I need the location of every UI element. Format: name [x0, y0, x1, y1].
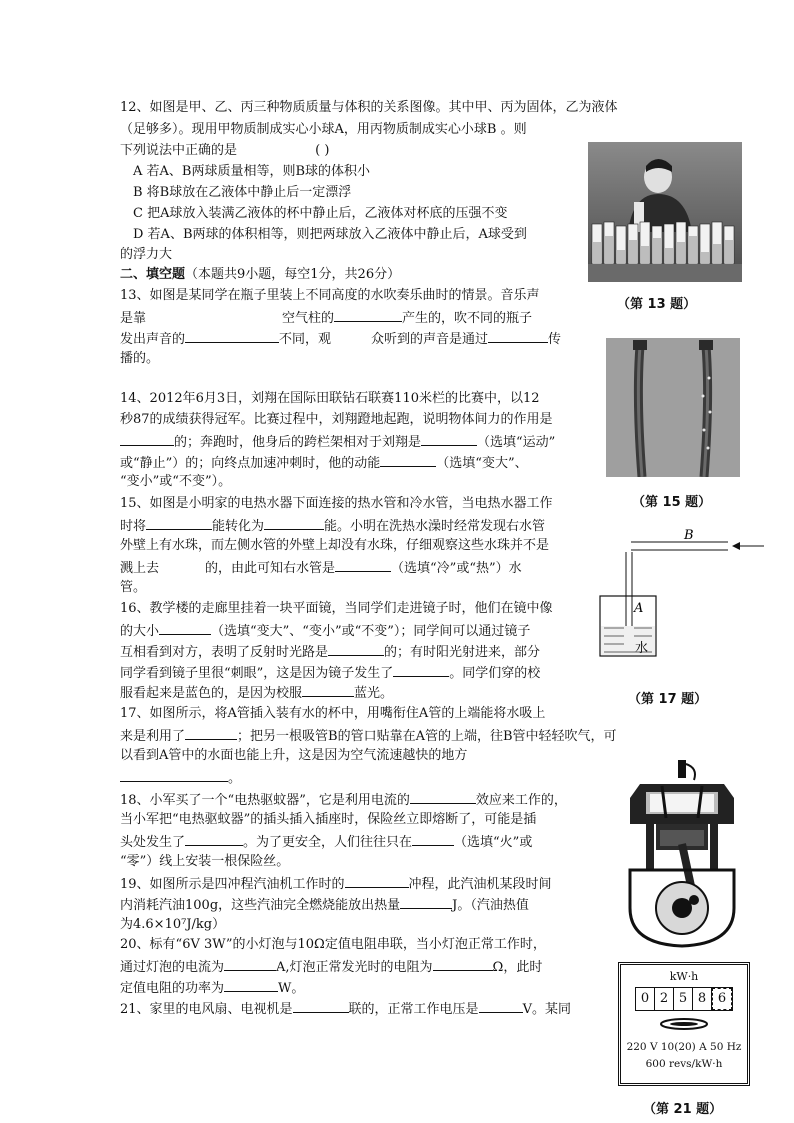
q16-blank-4[interactable]: [302, 683, 354, 697]
q12-line2: （足够多）。现用甲物质制成实心小球A，用丙物质制成实心小球B 。则: [120, 122, 527, 137]
q21-text-c: V。某同: [522, 1002, 571, 1017]
q20-line3: [120, 978, 304, 998]
q19-text-c: 内消耗汽油100g，这些汽油完全燃烧能放出热量: [120, 898, 401, 913]
q16-blank-3[interactable]: [393, 663, 449, 677]
q14-blank-1[interactable]: [120, 432, 174, 446]
q16-line1: 16、教学楼的走廊里挂着一块平面镜，当同学们走进镜子时，他们在镜中像: [120, 601, 553, 616]
q18-line3: [120, 832, 532, 852]
q12-answer-paren: ( ): [315, 143, 330, 158]
meter-digit: 8: [693, 988, 712, 1010]
q19-line1: [120, 874, 552, 894]
q14-line4: [120, 453, 528, 473]
q19-text-a: 19、如图所示是四冲程汽油机工作时的: [120, 877, 345, 892]
q15-line4: [120, 558, 522, 578]
q18-blank-3[interactable]: [412, 832, 454, 846]
q12-option-d: D 若A、B两球的体积相等，则把两球放入乙液体中静止后，A球受到: [133, 227, 527, 242]
q12-stem: 下列说法中正确的是: [120, 143, 238, 158]
q15-text-d: 溅上去: [120, 561, 160, 576]
q18-blank-1[interactable]: [410, 790, 476, 804]
meter-revs: 600 revs/kW·h: [645, 1058, 723, 1070]
fig15-caption: （第 15 题）: [632, 495, 712, 510]
q14-blank-3[interactable]: [380, 453, 436, 467]
q15-blank-3[interactable]: [335, 558, 391, 572]
q19-text-b: 冲程，此汽油机某段时间: [408, 877, 552, 892]
q18-text-e: （选填“火”或: [454, 835, 533, 850]
q13-text-g: 传: [548, 332, 562, 347]
q15-line1: 15、如图是小明家的电热水器下面连接的热水管和冷水管，当电热水器工作: [120, 496, 553, 511]
q20-text-a: 通过灯泡的电流为: [120, 960, 225, 975]
q17-blank-1[interactable]: [185, 726, 237, 740]
q14-blank-2[interactable]: [421, 432, 477, 446]
meter-digit: 5: [674, 988, 693, 1010]
q17-line4: [120, 768, 241, 788]
q15-line3: 外壁上有水珠，而左侧水管的外壁上却没有水珠，仔细观察这些水珠并不是: [120, 538, 550, 553]
q18-text-b: 效应来工作的，: [475, 793, 567, 808]
q14-text-c: 或“静止”）的；向终点加速冲刺时，他的动能: [120, 456, 381, 471]
q14-line2: 秒87的成绩获得冠军。比赛过程中，刘翔蹬地起跑，说明物体间力的作用是: [120, 412, 553, 427]
q13-blank-1[interactable]: [334, 308, 402, 322]
q17-line1: 17、如图所示，将A管插入装有水的杯中，用嘴衔住A管的上端能将水吸上: [120, 706, 546, 721]
q13-text-f: 众听到的声音是通过: [371, 332, 489, 347]
q18-line4: “零”）线上安装一根保险丝。: [120, 854, 290, 869]
q17-text-b: ；把另一根吸管B的管口贴靠在A管的上端，往B管中轻轻吹气，可: [237, 729, 617, 744]
q19-line2: [120, 895, 529, 915]
fig17-label-water: 水: [635, 641, 649, 656]
q13-blank-3[interactable]: [488, 329, 548, 343]
q20-blank-3[interactable]: [224, 978, 278, 992]
meter-digit: 0: [636, 988, 655, 1010]
q15-line5: 管。: [120, 580, 147, 595]
q15-text-c: 能。小明在洗热水澡时经常发现右水管: [324, 519, 546, 534]
q12-line1: 12、如图是甲、乙、丙三种物质质量与体积的关系图像。其中甲、丙为固体，乙为液体: [120, 100, 618, 115]
q14-line5: “变小”或“不变”）。: [120, 474, 232, 489]
q16-blank-1[interactable]: [159, 621, 211, 635]
q19-blank-1[interactable]: [345, 874, 409, 888]
q16-text-f: 。同学们穿的校: [449, 666, 541, 681]
meter-disc-icon: [659, 1017, 709, 1031]
section-header: [120, 266, 400, 284]
q18-line2: 当小军把“电热驱蚊器”的插头插入插座时，保险丝立即熔断了，可能是插: [120, 812, 537, 827]
q16-text-c: 互相看到对方，表明了反射时光路是: [120, 645, 329, 660]
q16-text-b: （选填“变大”、“变小”或“不变”）；同学间可以通过镜子: [211, 624, 531, 639]
q16-text-h: 蓝光。: [354, 686, 394, 701]
q13-line2: [120, 308, 532, 328]
section-note: （本题共9小题，每空1分，共26分）: [185, 267, 401, 282]
fig21-meter: [618, 962, 750, 1086]
q15-blank-2[interactable]: [264, 516, 324, 530]
fig13-photo: [588, 142, 742, 282]
q20-blank-1[interactable]: [224, 957, 276, 971]
q12-line3: [120, 142, 329, 160]
fig17-label-b: B: [684, 528, 694, 543]
q15-text-e: 的，由此可知右水管是: [205, 561, 336, 576]
q20-text-c: Ω，此时: [492, 960, 543, 975]
q17-text-a: 来是利用了: [120, 729, 186, 744]
fig13-caption: （第 13 题）: [617, 297, 697, 312]
q19-line3: 为4.6×10⁷J/kg）: [120, 917, 226, 932]
q16-blank-2[interactable]: [328, 642, 384, 656]
q13-text-d: 发出声音的: [120, 332, 186, 347]
q16-text-g: 服看起来是蓝色的，是因为校服: [120, 686, 303, 701]
q20-text-b: A,灯泡正常发光时的电阻为: [276, 960, 433, 975]
q15-line2: [120, 516, 545, 536]
q19-blank-2[interactable]: [400, 895, 452, 909]
q14-line3: [120, 432, 555, 452]
q15-blank-1[interactable]: [146, 516, 212, 530]
q13-blank-2[interactable]: [185, 329, 279, 343]
q21-blank-2[interactable]: [479, 999, 523, 1013]
q12-option-c: C 把A球放入装满乙液体的杯中静止后，乙液体对杯底的压强不变: [133, 206, 508, 221]
q17-line2: [120, 726, 617, 746]
q14-text-b: （选填“运动”: [477, 435, 556, 450]
q16-line2: [120, 621, 530, 641]
q21-line1: [120, 999, 571, 1019]
q20-blank-2[interactable]: [433, 957, 493, 971]
q21-text-a: 21、家里的电风扇、电视机是: [120, 1002, 293, 1017]
q21-blank-1[interactable]: [293, 999, 349, 1013]
meter-rating: 220 V 10(20) A 50 Hz: [626, 1041, 742, 1053]
q16-line4: [120, 663, 540, 683]
q15-text-f: （选填“冷”或“热”）水: [391, 561, 522, 576]
q19-text-d: J。（汽油热值: [452, 898, 529, 913]
q14-text-d: （选填“变大”、: [436, 456, 528, 471]
q13-line4: 播的。: [120, 351, 160, 366]
q17-text-c: 。: [228, 771, 242, 786]
q21-text-b: 联的，正常工作电压是: [348, 1002, 479, 1017]
fig17-label-a: A: [634, 601, 644, 616]
meter-digit-window: [635, 987, 733, 1011]
q16-text-a: 的大小: [120, 624, 160, 639]
q18-text-a: 18、小军买了一个“电热驱蚊器”，它是利用电流的: [120, 793, 410, 808]
q13-text-b: 空气柱的: [282, 311, 335, 326]
fig15-photo: [606, 338, 740, 477]
q16-text-d: 的；有时阳光射进来，部分: [384, 645, 541, 660]
q15-text-a: 时将: [120, 519, 147, 534]
q14-text-a: 的；奔跑时，他身后的跨栏架相对于刘翔是: [174, 435, 422, 450]
q20-line2: [120, 957, 542, 977]
q18-line1: [120, 790, 567, 810]
q20-text-e: W。: [278, 981, 305, 996]
fig17-diagram: [596, 528, 766, 668]
q13-text-e: 不同，观: [279, 332, 332, 347]
meter-digit-decimal: 6: [712, 988, 732, 1010]
q13-line1: 13、如图是某同学在瓶子里装上不同高度的水吹奏乐曲时的情景。音乐声: [120, 288, 540, 303]
section-title: 二、填空题: [120, 267, 186, 282]
q18-text-c: 头处发生了: [120, 835, 186, 850]
meter-digit: 2: [655, 988, 674, 1010]
q16-text-e: 同学看到镜子里很“刺眼”，这是因为镜子发生了: [120, 666, 394, 681]
q16-line3: [120, 642, 540, 662]
q13-text-a: 是靠: [120, 311, 147, 326]
fig19-engine-diagram: [620, 758, 746, 950]
fig21-caption: （第 21 题）: [643, 1102, 723, 1117]
q14-line1: 14、2012年6月3日，刘翔在国际田联钻石联赛110米栏的比赛中，以12: [120, 391, 540, 406]
q18-text-d: 。为了更安全，人们往往只在: [243, 835, 413, 850]
q12-option-d-cont: 的浮力大: [120, 247, 173, 262]
q18-blank-2[interactable]: [185, 832, 243, 846]
q20-line1: 20、标有“6V 3W”的小灯泡与10Ω定值电阻串联，当小灯泡正常工作时，: [120, 937, 546, 952]
q15-text-b: 能转化为: [212, 519, 265, 534]
q12-option-b: B 将B球放在乙液体中静止后一定漂浮: [133, 185, 352, 200]
q20-text-d: 定值电阻的功率为: [120, 981, 225, 996]
q12-option-a: A 若A、B两球质量相等，则B球的体积小: [133, 164, 371, 179]
q16-line5: [120, 683, 393, 703]
fig17-caption: （第 17 题）: [628, 692, 708, 707]
q17-blank-2[interactable]: [120, 768, 228, 782]
meter-unit-label: kW·h: [669, 970, 699, 983]
q13-line3: [120, 329, 561, 349]
q17-line3: 以看到A管中的水面也能上升，这是因为空气流速越快的地方: [120, 748, 468, 763]
q13-text-c: 产生的，吹不同的瓶子: [402, 311, 533, 326]
